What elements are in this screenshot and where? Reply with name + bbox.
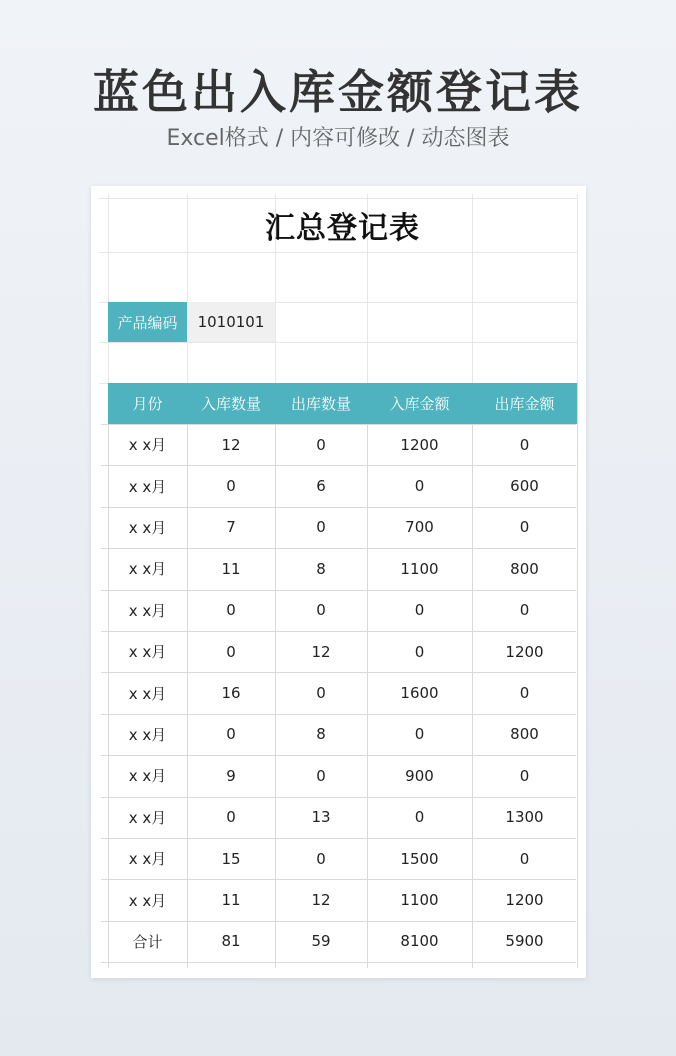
table-cell[interactable]: 9 [226,766,236,785]
table-cell[interactable]: 0 [226,477,236,496]
table-cell[interactable]: x x月 [128,767,167,786]
table-cell[interactable]: 0 [316,601,326,620]
table-cell[interactable]: 7 [226,518,236,537]
table-cell[interactable]: 1100 [400,891,439,910]
table-cell[interactable]: 0 [519,518,530,537]
table-cell[interactable]: x x月 [128,725,167,744]
table-cell[interactable]: 0 [519,849,530,868]
table-cell[interactable]: x x月 [128,891,167,910]
table-cell[interactable]: 8 [316,559,326,578]
table-cell[interactable]: x x月 [128,518,167,537]
table-cell[interactable]: 800 [510,559,539,578]
table-cell[interactable]: 900 [405,766,434,785]
table-cell[interactable]: 0 [226,808,236,827]
table-cell[interactable]: 0 [519,766,530,785]
table-cell[interactable]: 11 [221,559,241,578]
column-header: 入库数量 [187,383,275,424]
column-header: 入库金额 [367,383,472,424]
column-header: 出库金额 [472,383,577,424]
spreadsheet-sheet [91,186,586,978]
table-cell[interactable]: 8100 [400,932,439,951]
page-subtitle: Excel格式 / 内容可修改 / 动态图表 [166,126,510,151]
table-cell[interactable]: 12 [311,891,331,910]
table-cell[interactable]: 0 [316,435,326,454]
table-cell[interactable]: 0 [519,601,530,620]
table-cell[interactable]: 0 [519,684,530,703]
table-cell[interactable]: 合计 [132,932,163,951]
table-cell[interactable]: 0 [316,849,326,868]
table-cell[interactable]: 8 [316,725,326,744]
sheet-title: 汇总登记表 [265,211,420,246]
table-cell[interactable]: 11 [221,891,241,910]
table-cell[interactable]: 13 [311,808,331,827]
table-cell[interactable]: 0 [226,725,236,744]
table-cell[interactable]: 5900 [505,932,544,951]
table-cell[interactable]: 0 [226,642,236,661]
table-cell[interactable]: 1500 [400,849,439,868]
table-cell[interactable]: 1100 [400,559,439,578]
table-cell[interactable]: 0 [226,601,236,620]
table-cell[interactable]: 1600 [400,684,439,703]
table-cell[interactable]: 800 [510,725,539,744]
table-cell[interactable]: 0 [414,725,425,744]
column-header: 出库数量 [275,383,367,424]
table-cell[interactable]: x x月 [128,643,167,662]
table-cell[interactable]: x x月 [128,684,167,703]
table-cell[interactable]: 700 [405,518,434,537]
table-cell[interactable]: 0 [414,808,425,827]
table-cell[interactable]: 15 [221,849,241,868]
table-cell[interactable]: 12 [221,435,241,454]
table-cell[interactable]: 12 [311,642,331,661]
product-code-value[interactable]: 1010101 [187,302,275,342]
table-cell[interactable]: 81 [221,932,241,951]
table-cell[interactable]: 1200 [505,642,544,661]
column-header: 月份 [108,383,187,424]
table-cell[interactable]: 1300 [505,808,544,827]
table-cell[interactable]: 16 [221,684,241,703]
table-cell[interactable]: 0 [519,435,530,454]
table-cell[interactable]: 6 [316,477,326,496]
table-cell[interactable]: 0 [414,601,425,620]
page-title: 蓝色出入库金额登记表 [93,65,583,119]
table-cell[interactable]: 0 [414,642,425,661]
table-cell[interactable]: x x月 [128,808,167,827]
table-cell[interactable]: 0 [316,684,326,703]
table-cell[interactable]: 0 [414,477,425,496]
table-cell[interactable]: 0 [316,766,326,785]
table-cell[interactable]: 59 [311,932,331,951]
table-cell[interactable]: 600 [510,477,539,496]
table-cell[interactable]: x x月 [128,436,167,455]
table-cell[interactable]: x x月 [128,850,167,869]
table-cell[interactable]: 1200 [400,435,439,454]
table-cell[interactable]: x x月 [128,477,167,496]
table-cell[interactable]: 1200 [505,891,544,910]
product-code-label: 产品编码 [108,302,187,342]
table-cell[interactable]: x x月 [128,601,167,620]
table-cell[interactable]: 0 [316,518,326,537]
table-cell[interactable]: x x月 [128,560,167,579]
